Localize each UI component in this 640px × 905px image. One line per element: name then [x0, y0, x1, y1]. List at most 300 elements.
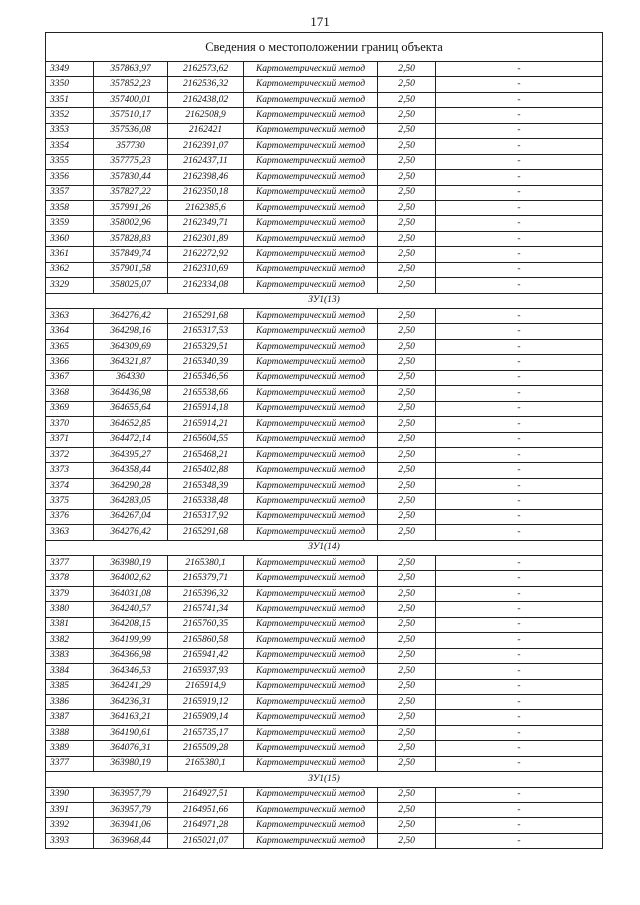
- table-row: [46, 525, 603, 540]
- method: Картометрический метод: [244, 139, 378, 154]
- y-coordinate: 2165937,93: [168, 664, 244, 679]
- table-row: [46, 509, 603, 524]
- table-row: [46, 216, 603, 231]
- method: Картометрический метод: [244, 571, 378, 586]
- x-coordinate: 357828,83: [94, 231, 168, 246]
- x-coordinate: 363980,19: [94, 756, 168, 771]
- description: -: [436, 725, 603, 740]
- point-number: 3374: [46, 478, 94, 493]
- description: -: [436, 324, 603, 339]
- description: -: [436, 602, 603, 617]
- description: -: [436, 803, 603, 818]
- x-coordinate: 363968,44: [94, 833, 168, 848]
- accuracy: 2,50: [378, 324, 436, 339]
- page-number: 171: [310, 14, 330, 29]
- y-coordinate: 2162310,69: [168, 262, 244, 277]
- description: -: [436, 818, 603, 833]
- table-row: [46, 756, 603, 771]
- table-row: [46, 417, 603, 432]
- point-number: 3363: [46, 525, 94, 540]
- x-coordinate: 363957,79: [94, 787, 168, 802]
- accuracy: 2,50: [378, 432, 436, 447]
- point-number: 3329: [46, 278, 94, 293]
- point-number: 3376: [46, 509, 94, 524]
- accuracy: 2,50: [378, 170, 436, 185]
- method: Картометрический метод: [244, 694, 378, 709]
- y-coordinate: 2162536,32: [168, 77, 244, 92]
- method: Картометрический метод: [244, 77, 378, 92]
- accuracy: 2,50: [378, 185, 436, 200]
- x-coordinate: 357827,22: [94, 185, 168, 200]
- accuracy: 2,50: [378, 617, 436, 632]
- x-coordinate: 364655,64: [94, 401, 168, 416]
- method: Картометрический метод: [244, 170, 378, 185]
- point-number: 3356: [46, 170, 94, 185]
- x-coordinate: 357730: [94, 139, 168, 154]
- point-number: 3393: [46, 833, 94, 848]
- accuracy: 2,50: [378, 77, 436, 92]
- accuracy: 2,50: [378, 92, 436, 107]
- x-coordinate: 364276,42: [94, 309, 168, 324]
- accuracy: 2,50: [378, 139, 436, 154]
- y-coordinate: 2162573,62: [168, 62, 244, 77]
- description: -: [436, 679, 603, 694]
- x-coordinate: 357775,23: [94, 154, 168, 169]
- y-coordinate: 2165338,48: [168, 494, 244, 509]
- method: Картометрический метод: [244, 62, 378, 77]
- point-number: 3363: [46, 309, 94, 324]
- method: Картометрический метод: [244, 710, 378, 725]
- method: Картометрический метод: [244, 200, 378, 215]
- description: -: [436, 278, 603, 293]
- table-row: [46, 679, 603, 694]
- method: Картометрический метод: [244, 432, 378, 447]
- method: Картометрический метод: [244, 525, 378, 540]
- y-coordinate: 2162421: [168, 123, 244, 138]
- accuracy: 2,50: [378, 571, 436, 586]
- accuracy: 2,50: [378, 787, 436, 802]
- x-coordinate: 364298,16: [94, 324, 168, 339]
- accuracy: 2,50: [378, 633, 436, 648]
- y-coordinate: 2165380,1: [168, 556, 244, 571]
- table-row: [46, 386, 603, 401]
- method: Картометрический метод: [244, 463, 378, 478]
- table-row: [46, 494, 603, 509]
- point-number: 3355: [46, 154, 94, 169]
- method: Картометрический метод: [244, 556, 378, 571]
- y-coordinate: 2165735,17: [168, 725, 244, 740]
- description: -: [436, 664, 603, 679]
- description: -: [436, 262, 603, 277]
- table-row: [46, 324, 603, 339]
- accuracy: 2,50: [378, 309, 436, 324]
- method: Картометрический метод: [244, 324, 378, 339]
- point-number: 3381: [46, 617, 94, 632]
- table-row: [46, 370, 603, 385]
- y-coordinate: 2165468,21: [168, 447, 244, 462]
- accuracy: 2,50: [378, 401, 436, 416]
- y-coordinate: 2165760,35: [168, 617, 244, 632]
- description: -: [436, 571, 603, 586]
- point-number: 3349: [46, 62, 94, 77]
- table-row: [46, 123, 603, 138]
- table-row: [46, 62, 603, 77]
- point-number: 3379: [46, 586, 94, 601]
- point-number: 3378: [46, 571, 94, 586]
- method: Картометрический метод: [244, 154, 378, 169]
- x-coordinate: 364330: [94, 370, 168, 385]
- method: Картометрический метод: [244, 602, 378, 617]
- accuracy: 2,50: [378, 478, 436, 493]
- description: -: [436, 494, 603, 509]
- point-number: 3386: [46, 694, 94, 709]
- method: Картометрический метод: [244, 309, 378, 324]
- table-row: [46, 741, 603, 756]
- description: -: [436, 62, 603, 77]
- method: Картометрический метод: [244, 92, 378, 107]
- description: -: [436, 525, 603, 540]
- table-row: [46, 833, 603, 848]
- method: Картометрический метод: [244, 231, 378, 246]
- section-label: ЗУ1(13): [46, 293, 603, 308]
- y-coordinate: 2165604,55: [168, 432, 244, 447]
- table-row: [46, 139, 603, 154]
- description: -: [436, 417, 603, 432]
- point-number: 3350: [46, 77, 94, 92]
- x-coordinate: 357852,23: [94, 77, 168, 92]
- accuracy: 2,50: [378, 339, 436, 354]
- table-row: [46, 262, 603, 277]
- point-number: 3375: [46, 494, 94, 509]
- method: Картометрический метод: [244, 447, 378, 462]
- point-number: 3385: [46, 679, 94, 694]
- y-coordinate: 2162438,02: [168, 92, 244, 107]
- x-coordinate: 364241,29: [94, 679, 168, 694]
- accuracy: 2,50: [378, 216, 436, 231]
- point-number: 3388: [46, 725, 94, 740]
- x-coordinate: 357863,97: [94, 62, 168, 77]
- description: -: [436, 710, 603, 725]
- x-coordinate: 363957,79: [94, 803, 168, 818]
- y-coordinate: 2165914,18: [168, 401, 244, 416]
- table-row: [46, 617, 603, 632]
- method: Картометрический метод: [244, 478, 378, 493]
- method: Картометрический метод: [244, 494, 378, 509]
- description: -: [436, 756, 603, 771]
- x-coordinate: 364199,99: [94, 633, 168, 648]
- table-row: [46, 92, 603, 107]
- x-coordinate: 358025,07: [94, 278, 168, 293]
- y-coordinate: 2165941,42: [168, 648, 244, 663]
- description: -: [436, 370, 603, 385]
- description: -: [436, 833, 603, 848]
- method: Картометрический метод: [244, 833, 378, 848]
- accuracy: 2,50: [378, 586, 436, 601]
- x-coordinate: 364346,53: [94, 664, 168, 679]
- method: Картометрический метод: [244, 741, 378, 756]
- description: -: [436, 556, 603, 571]
- y-coordinate: 2165021,07: [168, 833, 244, 848]
- point-number: 3352: [46, 108, 94, 123]
- y-coordinate: 2165402,88: [168, 463, 244, 478]
- table-row: [46, 648, 603, 663]
- method: Картометрический метод: [244, 648, 378, 663]
- table-row: [46, 602, 603, 617]
- description: -: [436, 139, 603, 154]
- section-row: [46, 540, 603, 555]
- point-number: 3365: [46, 339, 94, 354]
- x-coordinate: 364031,08: [94, 586, 168, 601]
- point-number: 3359: [46, 216, 94, 231]
- accuracy: 2,50: [378, 664, 436, 679]
- x-coordinate: 357901,58: [94, 262, 168, 277]
- accuracy: 2,50: [378, 463, 436, 478]
- y-coordinate: 2165909,14: [168, 710, 244, 725]
- y-coordinate: 2162508,9: [168, 108, 244, 123]
- description: -: [436, 92, 603, 107]
- y-coordinate: 2165340,39: [168, 355, 244, 370]
- accuracy: 2,50: [378, 370, 436, 385]
- table-row: [46, 154, 603, 169]
- method: Картометрический метод: [244, 509, 378, 524]
- x-coordinate: 364309,69: [94, 339, 168, 354]
- point-number: 3383: [46, 648, 94, 663]
- section-label: ЗУ1(14): [46, 540, 603, 555]
- point-number: 3361: [46, 247, 94, 262]
- point-number: 3380: [46, 602, 94, 617]
- y-coordinate: 2164927,51: [168, 787, 244, 802]
- accuracy: 2,50: [378, 200, 436, 215]
- y-coordinate: 2162349,71: [168, 216, 244, 231]
- y-coordinate: 2165346,56: [168, 370, 244, 385]
- table-row: [46, 77, 603, 92]
- y-coordinate: 2162272,92: [168, 247, 244, 262]
- accuracy: 2,50: [378, 447, 436, 462]
- x-coordinate: 364236,31: [94, 694, 168, 709]
- x-coordinate: 364283,05: [94, 494, 168, 509]
- y-coordinate: 2165914,21: [168, 417, 244, 432]
- point-number: 3384: [46, 664, 94, 679]
- accuracy: 2,50: [378, 648, 436, 663]
- x-coordinate: 364208,15: [94, 617, 168, 632]
- method: Картометрический метод: [244, 278, 378, 293]
- table-row: [46, 231, 603, 246]
- table-row: [46, 355, 603, 370]
- method: Картометрический метод: [244, 756, 378, 771]
- description: -: [436, 123, 603, 138]
- description: -: [436, 170, 603, 185]
- y-coordinate: 2165329,51: [168, 339, 244, 354]
- point-number: 3364: [46, 324, 94, 339]
- description: -: [436, 386, 603, 401]
- accuracy: 2,50: [378, 679, 436, 694]
- description: -: [436, 355, 603, 370]
- accuracy: 2,50: [378, 278, 436, 293]
- table-row: [46, 803, 603, 818]
- method: Картометрический метод: [244, 401, 378, 416]
- table-row: [46, 170, 603, 185]
- point-number: 3392: [46, 818, 94, 833]
- accuracy: 2,50: [378, 247, 436, 262]
- point-number: 3372: [46, 447, 94, 462]
- description: -: [436, 339, 603, 354]
- accuracy: 2,50: [378, 556, 436, 571]
- table-row: [46, 200, 603, 215]
- point-number: 3377: [46, 556, 94, 571]
- x-coordinate: 364190,61: [94, 725, 168, 740]
- y-coordinate: 2165348,39: [168, 478, 244, 493]
- description: -: [436, 154, 603, 169]
- accuracy: 2,50: [378, 741, 436, 756]
- table-row: [46, 309, 603, 324]
- description: -: [436, 509, 603, 524]
- accuracy: 2,50: [378, 231, 436, 246]
- point-number: 3387: [46, 710, 94, 725]
- accuracy: 2,50: [378, 509, 436, 524]
- method: Картометрический метод: [244, 355, 378, 370]
- x-coordinate: 364321,87: [94, 355, 168, 370]
- x-coordinate: 357536,08: [94, 123, 168, 138]
- x-coordinate: 364163,21: [94, 710, 168, 725]
- description: -: [436, 648, 603, 663]
- y-coordinate: 2165317,53: [168, 324, 244, 339]
- x-coordinate: 363980,19: [94, 556, 168, 571]
- x-coordinate: 357830,44: [94, 170, 168, 185]
- section-row: [46, 772, 603, 787]
- point-number: 3362: [46, 262, 94, 277]
- point-number: 3367: [46, 370, 94, 385]
- description: -: [436, 633, 603, 648]
- method: Картометрический метод: [244, 664, 378, 679]
- x-coordinate: 364358,44: [94, 463, 168, 478]
- method: Картометрический метод: [244, 216, 378, 231]
- x-coordinate: 364366,98: [94, 648, 168, 663]
- table-row: [46, 571, 603, 586]
- y-coordinate: 2162301,89: [168, 231, 244, 246]
- description: -: [436, 247, 603, 262]
- method: Картометрический метод: [244, 185, 378, 200]
- accuracy: 2,50: [378, 386, 436, 401]
- accuracy: 2,50: [378, 818, 436, 833]
- accuracy: 2,50: [378, 803, 436, 818]
- x-coordinate: 357991,26: [94, 200, 168, 215]
- x-coordinate: 357849,74: [94, 247, 168, 262]
- point-number: 3377: [46, 756, 94, 771]
- description: -: [436, 185, 603, 200]
- description: -: [436, 463, 603, 478]
- description: -: [436, 77, 603, 92]
- table-row: [46, 478, 603, 493]
- y-coordinate: 2165538,66: [168, 386, 244, 401]
- x-coordinate: 364472,14: [94, 432, 168, 447]
- description: -: [436, 309, 603, 324]
- x-coordinate: 357510,17: [94, 108, 168, 123]
- method: Картометрический метод: [244, 262, 378, 277]
- x-coordinate: 364267,04: [94, 509, 168, 524]
- table-row: [46, 401, 603, 416]
- table-row: [46, 463, 603, 478]
- y-coordinate: 2164951,66: [168, 803, 244, 818]
- table-row: [46, 556, 603, 571]
- accuracy: 2,50: [378, 525, 436, 540]
- method: Картометрический метод: [244, 417, 378, 432]
- x-coordinate: 363941,06: [94, 818, 168, 833]
- y-coordinate: 2165860,58: [168, 633, 244, 648]
- description: -: [436, 231, 603, 246]
- accuracy: 2,50: [378, 123, 436, 138]
- table-row: [46, 247, 603, 262]
- y-coordinate: 2165914,9: [168, 679, 244, 694]
- accuracy: 2,50: [378, 355, 436, 370]
- point-number: 3366: [46, 355, 94, 370]
- y-coordinate: 2162385,6: [168, 200, 244, 215]
- table-row: [46, 586, 603, 601]
- table-row: [46, 278, 603, 293]
- y-coordinate: 2165741,34: [168, 602, 244, 617]
- y-coordinate: 2162334,08: [168, 278, 244, 293]
- table-row: [46, 185, 603, 200]
- x-coordinate: 364436,98: [94, 386, 168, 401]
- method: Картометрический метод: [244, 679, 378, 694]
- y-coordinate: 2165919,12: [168, 694, 244, 709]
- y-coordinate: 2165291,68: [168, 525, 244, 540]
- accuracy: 2,50: [378, 710, 436, 725]
- point-number: 3368: [46, 386, 94, 401]
- x-coordinate: 364002,62: [94, 571, 168, 586]
- method: Картометрический метод: [244, 339, 378, 354]
- description: -: [436, 108, 603, 123]
- method: Картометрический метод: [244, 725, 378, 740]
- point-number: 3351: [46, 92, 94, 107]
- accuracy: 2,50: [378, 602, 436, 617]
- point-number: 3353: [46, 123, 94, 138]
- boundary-coordinates-table: [45, 32, 603, 849]
- method: Картометрический метод: [244, 386, 378, 401]
- point-number: 3382: [46, 633, 94, 648]
- accuracy: 2,50: [378, 154, 436, 169]
- method: Картометрический метод: [244, 633, 378, 648]
- method: Картометрический метод: [244, 787, 378, 802]
- table-row: [46, 787, 603, 802]
- point-number: 3373: [46, 463, 94, 478]
- point-number: 3370: [46, 417, 94, 432]
- y-coordinate: 2165396,32: [168, 586, 244, 601]
- accuracy: 2,50: [378, 494, 436, 509]
- table-row: [46, 725, 603, 740]
- method: Картометрический метод: [244, 818, 378, 833]
- x-coordinate: 364276,42: [94, 525, 168, 540]
- x-coordinate: 364240,57: [94, 602, 168, 617]
- accuracy: 2,50: [378, 725, 436, 740]
- description: -: [436, 432, 603, 447]
- y-coordinate: 2162437,11: [168, 154, 244, 169]
- section-row: [46, 293, 603, 308]
- accuracy: 2,50: [378, 756, 436, 771]
- y-coordinate: 2165379,71: [168, 571, 244, 586]
- point-number: 3369: [46, 401, 94, 416]
- method: Картометрический метод: [244, 370, 378, 385]
- point-number: 3358: [46, 200, 94, 215]
- table-row: [46, 633, 603, 648]
- description: -: [436, 741, 603, 756]
- description: -: [436, 787, 603, 802]
- table-row: [46, 108, 603, 123]
- point-number: 3357: [46, 185, 94, 200]
- description: -: [436, 694, 603, 709]
- description: -: [436, 617, 603, 632]
- y-coordinate: 2165317,92: [168, 509, 244, 524]
- method: Картометрический метод: [244, 247, 378, 262]
